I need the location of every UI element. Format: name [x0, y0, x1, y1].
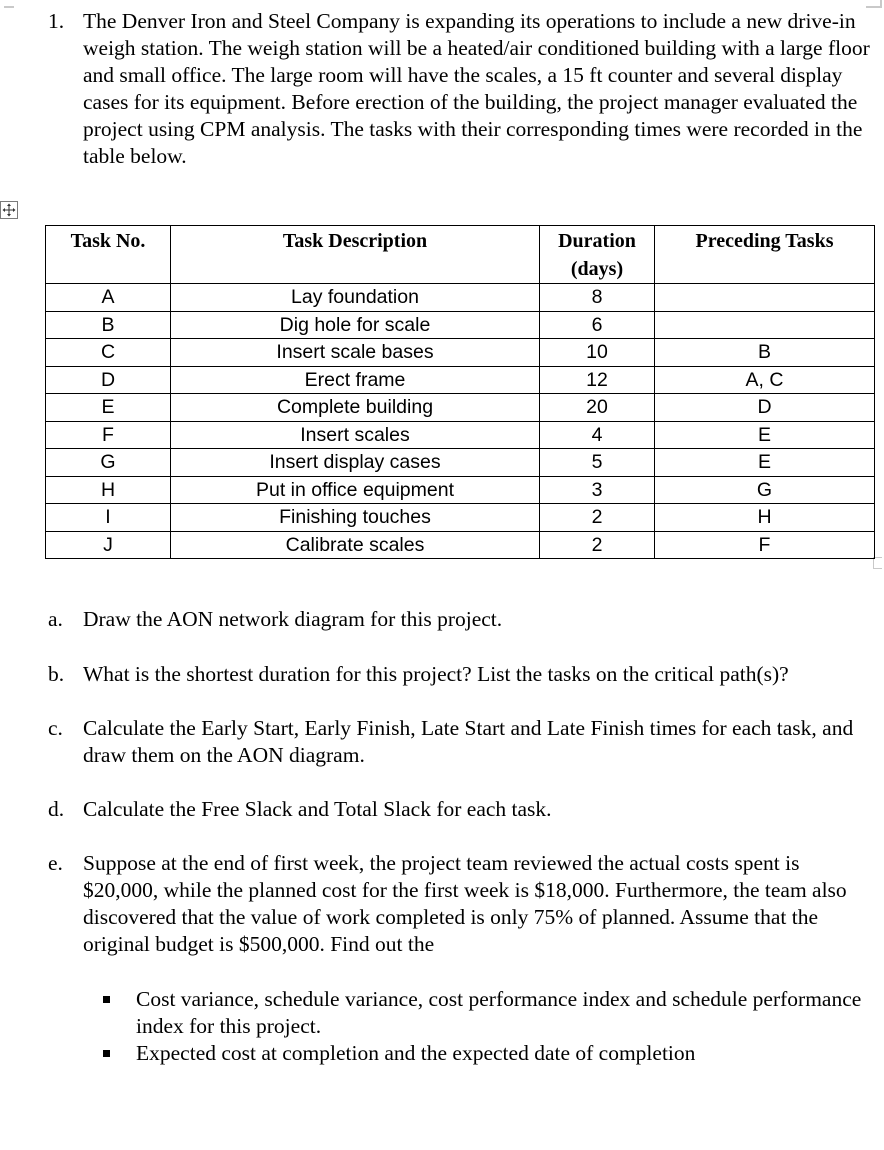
crop-mark-top-right: [866, 0, 882, 8]
part-d: [48, 796, 878, 823]
part-e: [48, 850, 878, 958]
task-table: [45, 225, 875, 559]
cell-description: Put in office equipment: [171, 476, 540, 504]
part-c-text: Calculate the Early Start, Early Finish, Late Start and Late Finish times for each task, and draw them on the AON diagram.: [83, 716, 854, 767]
cell-description: Insert display cases: [171, 449, 540, 477]
part-c-label: c.: [48, 716, 63, 740]
cell-preceding: D: [655, 394, 875, 422]
cell-duration: 2: [540, 531, 655, 559]
table-move-handle[interactable]: [0, 201, 18, 219]
part-a: [48, 606, 878, 633]
move-arrows-icon: [2, 203, 16, 217]
cell-task: F: [46, 421, 171, 449]
crop-mark-top-left: [4, 0, 14, 8]
header-duration: Duration (days): [540, 226, 655, 284]
table-row: [46, 531, 875, 559]
part-b: [48, 661, 878, 688]
cell-task: J: [46, 531, 171, 559]
cell-task: G: [46, 449, 171, 477]
table-row: [46, 284, 875, 312]
cell-duration: 2: [540, 504, 655, 532]
cell-preceding: B: [655, 339, 875, 367]
cell-preceding: E: [655, 449, 875, 477]
cell-description: Erect frame: [171, 366, 540, 394]
cell-description: Complete building: [171, 394, 540, 422]
cell-description: Insert scales: [171, 421, 540, 449]
cell-preceding: A, C: [655, 366, 875, 394]
question-number: 1.: [48, 9, 65, 33]
table-row: [46, 476, 875, 504]
cell-preceding: E: [655, 421, 875, 449]
bullet-list: [48, 986, 878, 1067]
cell-task: A: [46, 284, 171, 312]
table-row: [46, 421, 875, 449]
cell-preceding: G: [655, 476, 875, 504]
part-b-label: b.: [48, 662, 65, 686]
part-d-text: Calculate the Free Slack and Total Slack for each task.: [83, 797, 552, 821]
question-intro: [48, 8, 878, 170]
bullet-item: [136, 1040, 878, 1067]
table-row: [46, 366, 875, 394]
cell-task: E: [46, 394, 171, 422]
cell-task: H: [46, 476, 171, 504]
cell-duration: 3: [540, 476, 655, 504]
task-table-body: [46, 284, 875, 559]
cell-description: Dig hole for scale: [171, 311, 540, 339]
cell-duration: 6: [540, 311, 655, 339]
part-e-text: Suppose at the end of first week, the project team reviewed the actual costs spent is $20,000, while the planned cost for the first week is $18,000. Furthermore, the team also discovered that the value of work completed is only 75% of planned. Assume that the original budget is $500,000. Find out the: [83, 851, 847, 956]
header-preceding-tasks: Preceding Tasks: [655, 226, 875, 284]
part-a-label: a.: [48, 607, 63, 631]
table-header-row: [46, 226, 875, 284]
question-parts: [48, 606, 878, 1067]
table-row: [46, 504, 875, 532]
table-row: [46, 394, 875, 422]
cell-description: Lay foundation: [171, 284, 540, 312]
cell-task: I: [46, 504, 171, 532]
part-e-label: e.: [48, 851, 63, 875]
cell-task: C: [46, 339, 171, 367]
cell-description: Finishing touches: [171, 504, 540, 532]
bullet-item: [136, 986, 878, 1040]
header-task-no: Task No.: [46, 226, 171, 284]
cell-duration: 5: [540, 449, 655, 477]
bullet-text: Cost variance, schedule variance, cost performance index and schedule performance index for this project.: [136, 987, 862, 1038]
bullet-text: Expected cost at completion and the expected date of completion: [136, 1041, 696, 1065]
cell-task: B: [46, 311, 171, 339]
cell-duration: 12: [540, 366, 655, 394]
cell-duration: 10: [540, 339, 655, 367]
cell-preceding: [655, 311, 875, 339]
part-b-text: What is the shortest duration for this project? List the tasks on the critical path(s)?: [83, 662, 789, 686]
cell-preceding: H: [655, 504, 875, 532]
cell-duration: 8: [540, 284, 655, 312]
cell-duration: 20: [540, 394, 655, 422]
part-c: [48, 715, 878, 769]
cell-task: D: [46, 366, 171, 394]
part-a-text: Draw the AON network diagram for this project.: [83, 607, 503, 631]
cell-preceding: F: [655, 531, 875, 559]
table-row: [46, 449, 875, 477]
part-d-label: d.: [48, 797, 65, 821]
cell-duration: 4: [540, 421, 655, 449]
table-row: [46, 311, 875, 339]
cell-description: Insert scale bases: [171, 339, 540, 367]
cell-description: Calibrate scales: [171, 531, 540, 559]
bullet-square-icon: [103, 996, 110, 1003]
table-row: [46, 339, 875, 367]
header-task-description: Task Description: [171, 226, 540, 284]
cell-preceding: [655, 284, 875, 312]
question-text: The Denver Iron and Steel Company is expanding its operations to include a new drive-in weigh station. The weigh station will be a heated/air conditioned building with a large floor and small office. The large room will have the scales, a 15 ft counter and several display cases for its equipment. Before erection of the building, the project manager evaluated the project using CPM analysis. The tasks with their corresponding times were recorded in the table below.: [83, 9, 870, 168]
bullet-square-icon: [103, 1050, 110, 1057]
